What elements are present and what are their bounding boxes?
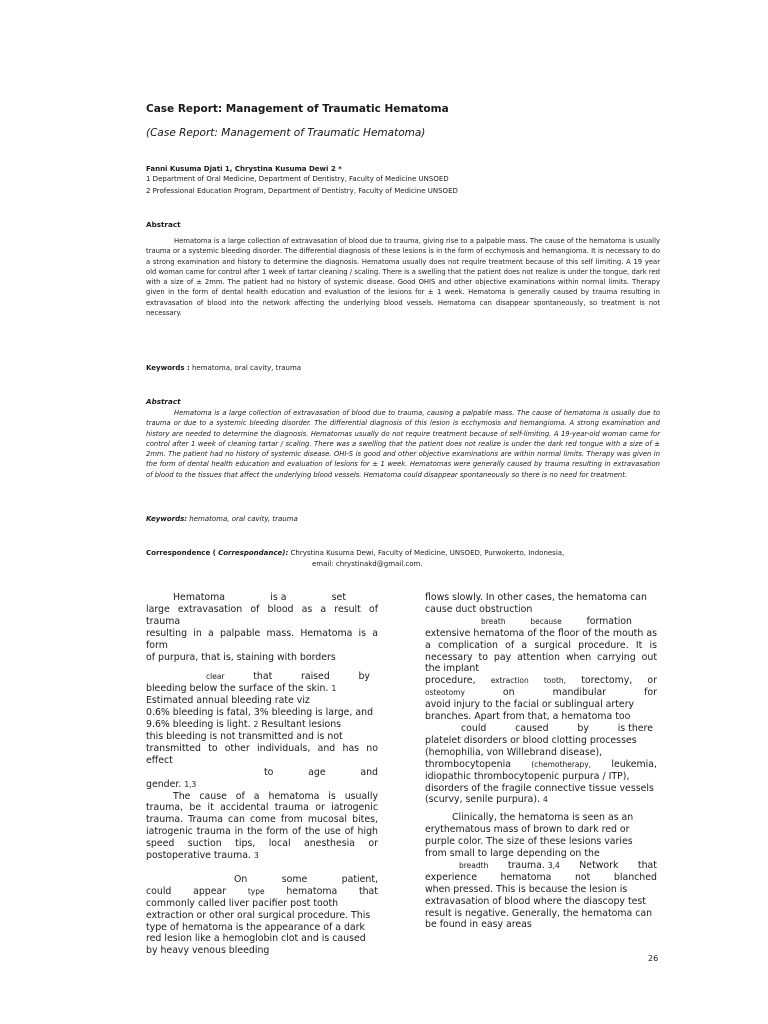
affiliation-2: 2 Professional Education Program, Department of Dentistry, Faculty of Medicine UNSOED	[146, 187, 458, 195]
word: hematoma	[500, 871, 552, 883]
abstract-label: Abstract	[146, 220, 181, 229]
word: appear	[193, 885, 227, 897]
word: on	[502, 687, 515, 699]
word: formation	[586, 615, 632, 627]
text-line	[146, 767, 378, 779]
word: leukemia,	[611, 758, 657, 770]
word: Network	[579, 859, 619, 871]
text-line: bleeding below the surface of the skin. 1	[146, 683, 337, 695]
word: that	[637, 859, 657, 871]
word: because	[530, 616, 562, 626]
word: trauma.	[507, 859, 545, 871]
paragraph: Clinically, the hematoma is seen as an erythematous mass of brown to dark red or purple color. The size of these lesions varies from small to large depending on the	[425, 812, 634, 860]
citation-ref: 4	[542, 795, 548, 805]
paper-subtitle: (Case Report: Management of Traumatic Hematoma)	[146, 127, 426, 139]
word: patient,	[341, 873, 378, 885]
word: mandibular	[552, 687, 607, 699]
abstract-text-english: Hematoma is a large collection of extravasation of blood due to trauma, causing a palpable mass. The cause of hematoma is usually due to trauma or due to a systemic bleeding disorder. The differential diagnosis of this lesion is ecchymosis and hemangioma. A strong examination and history are needed to determine the diagnosis. Hematomas usually do not require treatment because of self-limiting. A 19-year-old woman came for control after 1 week of cleaning tartar / scaling. There was a swelling that the patient does not realize is under the dark red tongue with a size of ± 2mm. The patient had no history of systemic disease. OHI-S is good and other objective examinations are within normal limits. Therapy was given in the form of dental health education and evaluation of lesions for ± 1 week. Hematomas were generally caused by trauma resulting in extravasation of blood to the tissues that affect the underlying blood vessels. Hematoma could disappear spontaneously so there is no need for treatment.	[146, 409, 660, 479]
body-column-left	[146, 592, 378, 957]
text-line: cause duct obstruction	[425, 603, 533, 615]
word: could	[461, 722, 487, 734]
text-line	[425, 860, 657, 872]
keywords-value-english: hematoma, oral cavity, trauma	[189, 515, 298, 523]
correspondence-text: Chrystina Kusuma Dewi, Faculty of Medicine, UNSOED, Purwokerto, Indonesia,	[290, 549, 565, 557]
word: is there	[617, 722, 653, 734]
word: torectomy,	[581, 675, 633, 687]
keywords-value: hematoma, oral cavity, trauma	[192, 364, 302, 372]
keywords-line-english	[146, 515, 298, 523]
paragraph: commonly called liver pacifier post tooth extraction or other oral surgical procedure. This type of hematoma is the appearance of a dark red lesion like a hemoglobin clot and is caused by heavy venous bleeding	[146, 897, 371, 957]
word: age	[308, 766, 326, 778]
citation-ref: 1,3	[184, 779, 197, 789]
word: is a	[270, 592, 287, 603]
text-line	[425, 723, 657, 735]
word: caused	[515, 722, 549, 734]
paragraph: platelet disorders or blood clotting processes (hemophilia, von Willebrand disease),	[425, 734, 637, 758]
text-line: 9.6% bleeding is light. 2 Resultant lesions	[146, 719, 342, 731]
word: Hematoma	[173, 592, 225, 603]
body-column-right	[425, 592, 657, 931]
word: by	[577, 722, 589, 734]
author-names: Fanni Kusuma Djati 1, Chrystina Kusuma Dewi 2 *	[146, 165, 342, 173]
word: that	[253, 671, 273, 683]
word: raised	[300, 671, 330, 683]
text-line: flows slowly. In other cases, the hematoma can	[425, 592, 647, 603]
paragraph: when pressed. This is because the lesion is extravasation of blood where the diascopy test result is negative. Generally, the hematoma can be found in easy areas	[425, 883, 653, 931]
text-line: Estimated annual bleeding rate viz	[146, 695, 310, 707]
word: tooth,	[543, 676, 567, 686]
abstract-label-english: Abstract	[146, 397, 181, 406]
text-line: large extravasation of blood as a result of trauma	[146, 603, 378, 627]
word: thrombocytopenia	[425, 758, 511, 770]
word: hematoma	[286, 885, 338, 897]
word: On	[234, 873, 248, 885]
word: experience	[425, 871, 477, 883]
correspondence-email: email: chrystinakd@gmail.com.	[312, 560, 423, 568]
word: clear	[206, 672, 225, 682]
word: (chemotherapy,	[531, 759, 592, 769]
page-number: 26	[648, 954, 659, 963]
text-line	[425, 872, 657, 884]
word: that	[358, 885, 378, 897]
word: could	[146, 885, 172, 897]
keywords-label: Keywords :	[146, 364, 190, 372]
text-line: gender. 1,3	[146, 778, 197, 790]
citation-ref: 1	[331, 684, 337, 694]
citation-ref: 2	[253, 720, 259, 730]
paper-title: Case Report: Management of Traumatic Hematoma	[146, 103, 449, 115]
text-line	[146, 874, 378, 886]
word: blanched	[613, 871, 657, 883]
paragraph: avoid injury to the facial or sublingual artery branches. Apart from that, a hematoma too	[425, 699, 635, 723]
text-line	[425, 616, 657, 628]
word: to	[264, 766, 274, 778]
word: extraction	[490, 676, 529, 686]
text-line	[146, 671, 378, 683]
word: and	[360, 766, 378, 778]
paragraph: The cause of a hematoma is usually trauma, be it accidental trauma or iatrogenic trauma. Trauma can come from mucosal bites, iatrogenic trauma in the form of the use of high speed suction tips, local anesthesia or postoperative trauma. 3	[146, 790, 378, 862]
text-line	[425, 675, 657, 687]
text-line	[146, 886, 378, 898]
correspondence-label-b: Correspondance):	[218, 549, 289, 557]
paragraph: idiopathic thrombocytopenic purpura / ITP), disorders of the fragile connective tissue vessels (scurvy, senile purpura). 4	[425, 770, 654, 806]
text-line: this bleeding is not transmitted and is not	[146, 730, 343, 742]
paragraph: extensive hematoma of the floor of the mouth as a complication of a surgical procedure. It is necessary to pay attention when carrying out the implant	[425, 627, 657, 675]
citation-ref: 3,4	[547, 860, 560, 870]
word: some	[281, 873, 308, 885]
author-block	[146, 164, 458, 196]
abstract-text: Hematoma is a large collection of extravasation of blood due to trauma, giving rise to a palpable mass. The cause of the hematoma is usually trauma or a systemic bleeding disorder. The differential diagnosis of these lesions is in the form of ecchymosis and hemangioma. It is necessary to do a strong examination and history to determine the diagnosis. Hematoma usually does not require treatment because of this self limiting. A 19 year old woman came for control after 1 week of tartar cleaning / scaling. There is a swelling that the patient does not realize is under the tongue, dark red with a size of ± 2mm. The patient had no history of systemic disease. Good OHIS and other objective examinations within normal limits. Therapy given in the form of dental health education and evaluation of the lesions for ± 1 week. Hematoma is generally caused by trauma resulting in extravasation of blood into the network affecting the underlying blood vessels. Hematoma can disappear spontaneously, so treatment is not necessary.	[146, 237, 660, 318]
word: set	[331, 592, 346, 603]
affiliation-1: 1 Department of Oral Medicine, Department of Dentistry, Faculty of Medicine UNSOED	[146, 175, 449, 183]
word: breadth	[459, 860, 489, 870]
word: by	[358, 671, 370, 683]
word: osteotomy	[425, 688, 465, 698]
correspondence-label-a: Correspondence (	[146, 549, 216, 557]
text-line: 0.6% bleeding is fatal, 3% bleeding is large, and	[146, 707, 374, 719]
citation-ref: 3	[253, 851, 259, 861]
correspondence-block	[146, 548, 660, 570]
word: not	[574, 871, 591, 883]
text-line	[146, 592, 378, 604]
text-line	[425, 687, 657, 699]
keywords-line	[146, 364, 301, 372]
word: breath	[481, 616, 506, 626]
text-line: transmitted to other individuals, and has no effect	[146, 742, 378, 766]
keywords-label-english: Keywords:	[146, 515, 188, 523]
text-line: of purpura, that is, staining with borders	[146, 651, 336, 663]
text-line: resulting in a palpable mass. Hematoma is a form	[146, 627, 378, 651]
word: type	[247, 886, 265, 896]
word: for	[644, 687, 657, 699]
word: procedure,	[425, 675, 476, 687]
word: or	[647, 675, 657, 687]
text-line	[425, 759, 657, 771]
